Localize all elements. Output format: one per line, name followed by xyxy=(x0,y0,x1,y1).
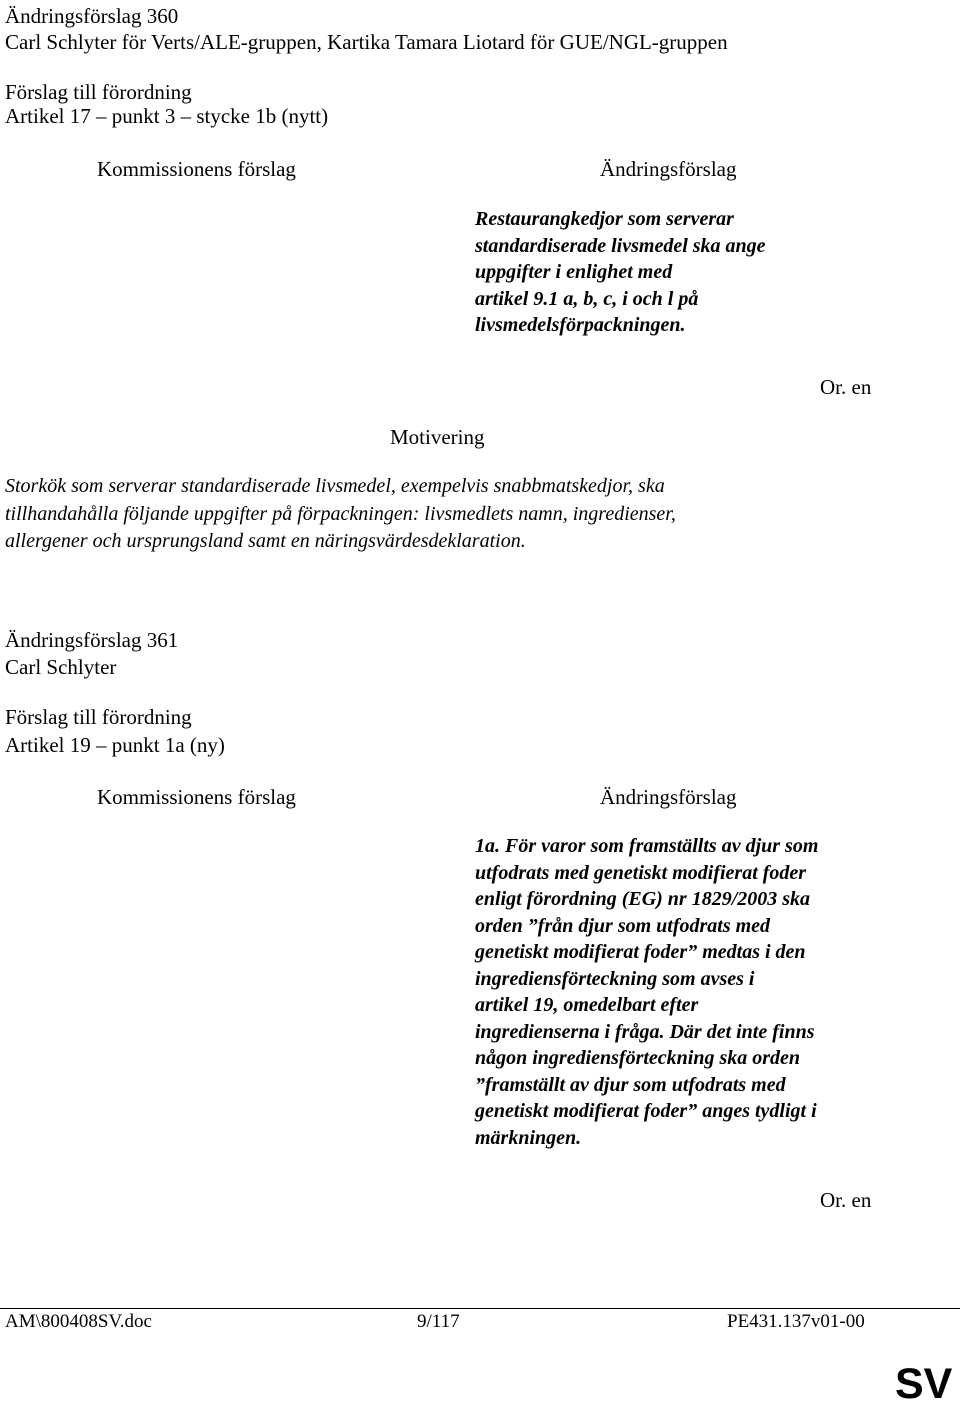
amendment-360-line: artikel 9.1 a, b, c, i och l på xyxy=(475,287,699,310)
justification-text xyxy=(5,473,676,556)
amendment-361-line: ”framställt av djur som utfodrats med xyxy=(475,1073,786,1096)
amendment-360-text xyxy=(475,206,766,339)
amendment-361-line: ingrediensförteckning som avses i xyxy=(475,967,755,990)
amendment-361-line: enligt förordning (EG) nr 1829/2003 ska xyxy=(475,888,811,910)
amendment-360-proposal: Förslag till förordning xyxy=(5,80,192,104)
footer-pe-ref: PE431.137v01-00 xyxy=(727,1311,865,1332)
amendment-361-amendment-header: Ändringsförslag xyxy=(600,785,737,809)
amendment-360-line: Restaurangkedjor som serverar xyxy=(475,208,734,230)
justification-heading: Motivering xyxy=(390,425,485,449)
justification-line: tillhandahålla följande uppgifter på förpackningen: livsmedlets namn, ingredienser, xyxy=(5,502,676,525)
amendment-361-line: orden ”från djur som utfodrats med xyxy=(475,914,771,937)
amendment-361-line: genetiskt modifierat foder” medtas i den xyxy=(475,941,806,963)
footer-language-code: SV xyxy=(895,1360,953,1408)
amendment-361-line: ingredienserna i fråga. Där det inte finns xyxy=(475,1020,815,1043)
justification-line: allergener och ursprungsland samt en näringsvärdesdeklaration. xyxy=(5,530,526,552)
amendment-361-line: artikel 19, omedelbart efter xyxy=(475,994,699,1016)
amendment-360-title: Ändringsförslag 360 xyxy=(5,4,179,28)
footer-page-number: 9/117 xyxy=(417,1311,460,1332)
justification-line: Storkök som serverar standardiserade livsmedel, exempelvis snabbmatskedjor, ska xyxy=(5,475,665,497)
amendment-361-proposal: Förslag till förordning xyxy=(5,705,192,729)
amendment-360-line: uppgifter i enlighet med xyxy=(475,261,673,283)
amendment-360-commission-header: Kommissionens förslag xyxy=(97,157,296,181)
amendment-361-line: märkningen. xyxy=(475,1126,582,1149)
amendment-361-title: Ändringsförslag 361 xyxy=(5,628,179,652)
amendment-360-original-language: Or. en xyxy=(820,375,872,399)
amendment-361-line: genetiskt modifierat foder” anges tydligt i xyxy=(475,1100,817,1122)
amendment-360-authors: Carl Schlyter för Verts/ALE-gruppen, Kartika Tamara Liotard för GUE/NGL-gruppen xyxy=(5,30,728,54)
amendment-361-original-language: Or. en xyxy=(820,1188,872,1212)
amendment-360-article: Artikel 17 – punkt 3 – stycke 1b (nytt) xyxy=(5,104,329,128)
amendment-361-text xyxy=(475,833,818,1151)
footer-rule xyxy=(0,1308,960,1309)
amendment-361-line: 1a. För varor som framställts av djur som xyxy=(475,835,819,857)
amendment-361-line: någon ingrediensförteckning ska orden xyxy=(475,1047,801,1069)
amendment-361-commission-header: Kommissionens förslag xyxy=(97,785,296,809)
amendment-361-article: Artikel 19 – punkt 1a (ny) xyxy=(5,733,225,757)
amendment-360-line: standardiserade livsmedel ska ange xyxy=(475,234,766,257)
amendment-360-line: livsmedelsförpackningen. xyxy=(475,314,686,336)
amendment-360-amendment-header: Ändringsförslag xyxy=(600,157,737,181)
amendment-361-line: utfodrats med genetiskt modifierat foder xyxy=(475,861,807,884)
amendment-361-authors: Carl Schlyter xyxy=(5,655,117,679)
footer-doc-ref: AM\800408SV.doc xyxy=(5,1311,152,1332)
